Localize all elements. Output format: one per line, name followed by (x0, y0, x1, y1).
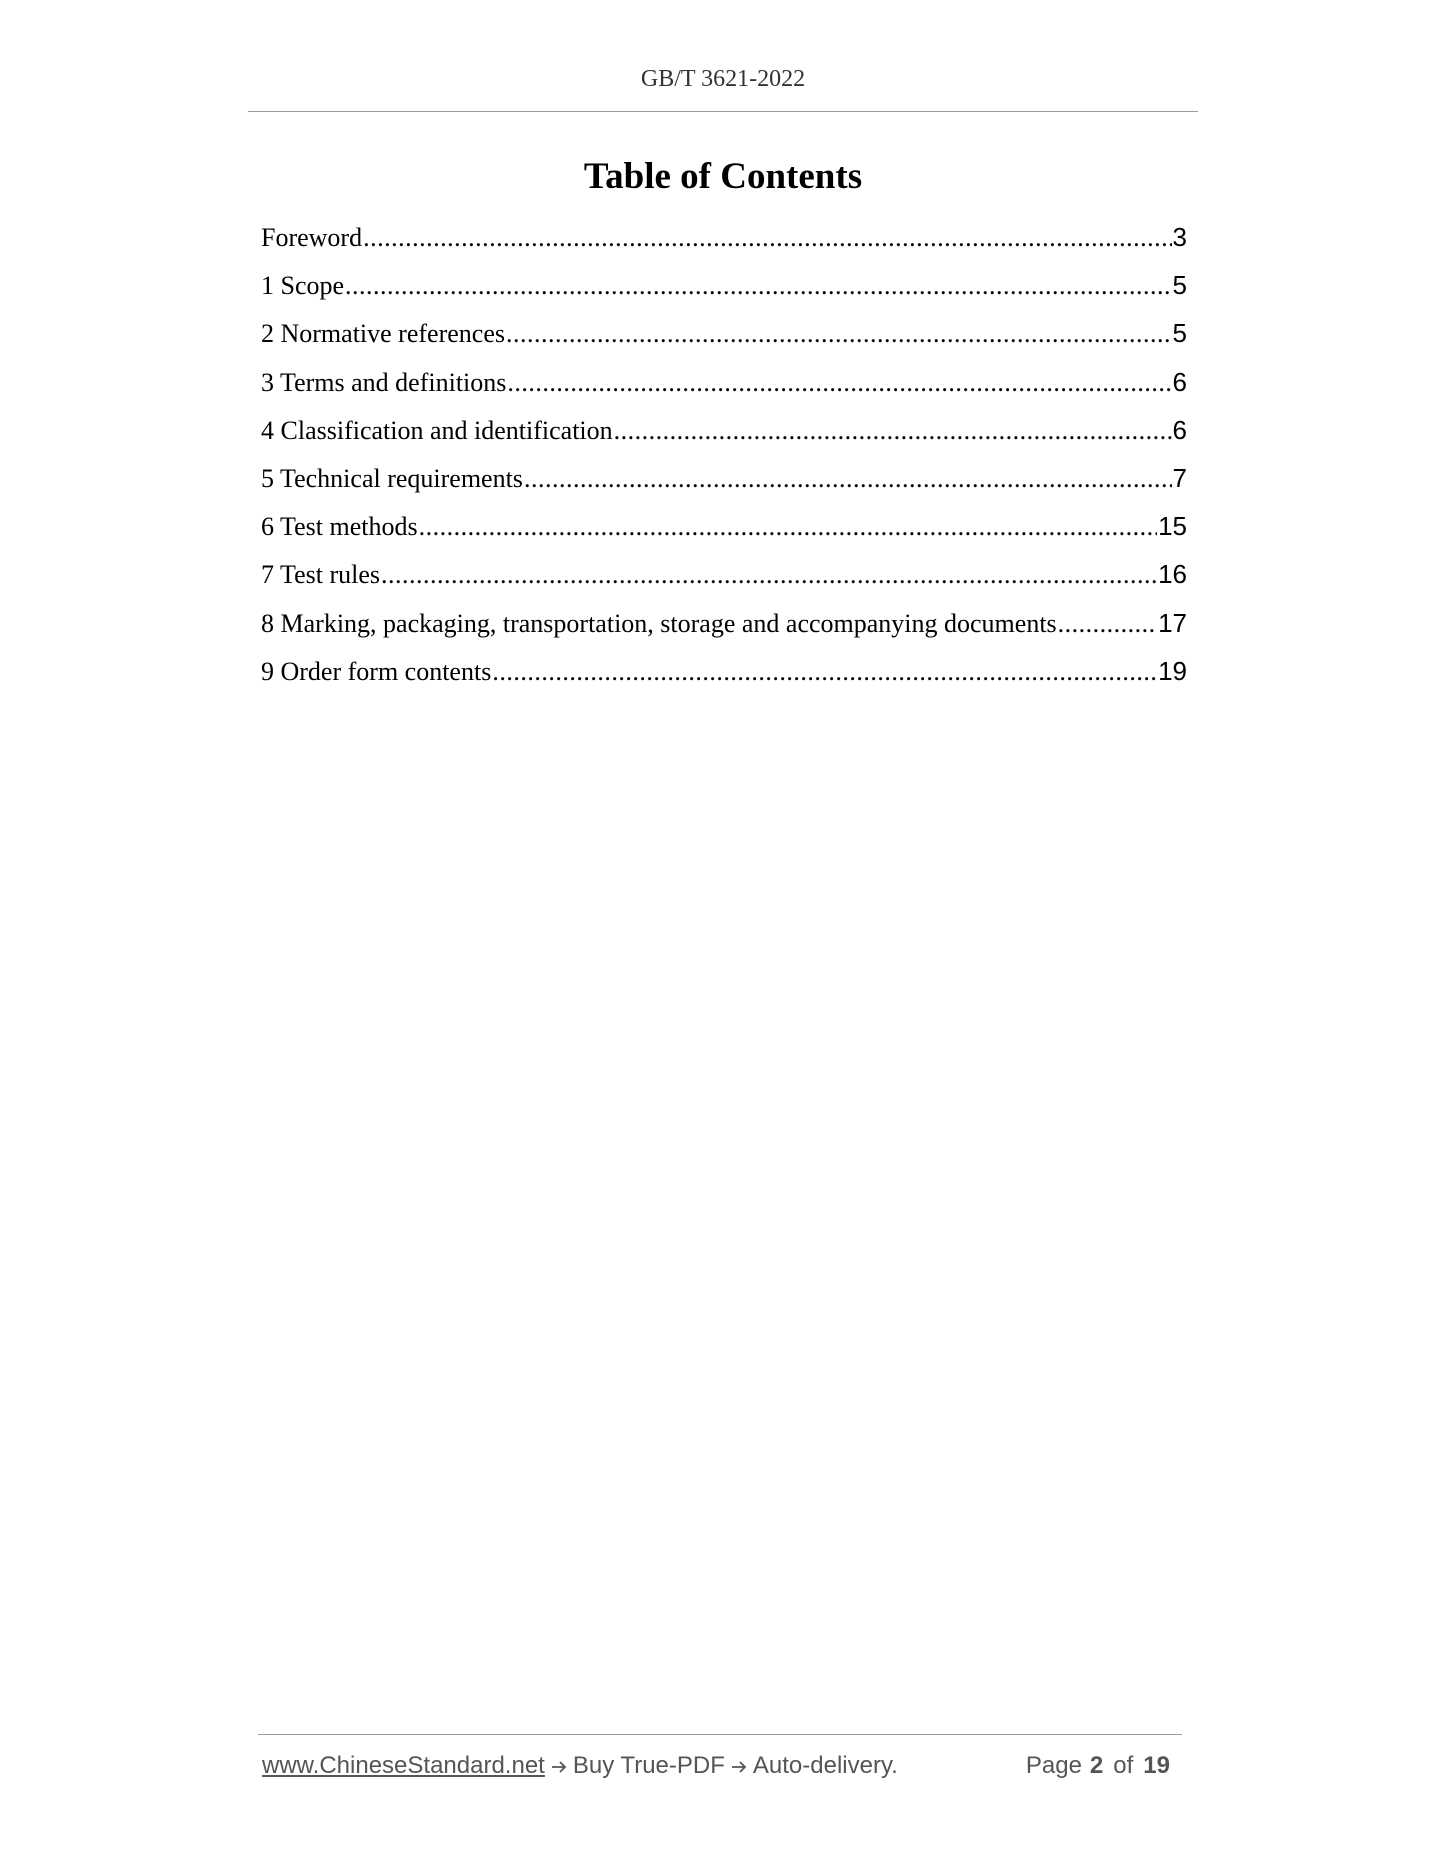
toc-entry-page: 15 (1158, 511, 1187, 542)
dot-leader (363, 223, 1171, 253)
toc-entry-label: Foreword (261, 223, 363, 252)
dot-leader (345, 271, 1171, 301)
toc-entry-label: 1 Scope (261, 271, 345, 301)
toc-entry-marking-packaging[interactable] (261, 608, 1187, 656)
footer-promo (262, 1752, 898, 1780)
toc-entry-page: 3 (1172, 222, 1187, 252)
total-pages-number: 19 (1143, 1752, 1170, 1779)
buy-step-label: Buy True-PDF (572, 1752, 725, 1779)
toc-entry-label: 6 Test methods (261, 512, 418, 542)
toc-entry-page: 7 (1172, 462, 1187, 493)
dot-leader (614, 416, 1172, 446)
toc-entry-label: 2 Normative references (261, 319, 505, 349)
toc-entry-terms-and-definitions[interactable] (261, 367, 1187, 415)
toc-entry-page: 6 (1172, 366, 1187, 397)
toc-entry-label: 4 Classification and identification (261, 415, 613, 445)
right-arrow-icon (551, 1752, 567, 1780)
page-number (1026, 1752, 1178, 1780)
toc-entry-label: 8 Marking, packaging, transportation, storage and accompanying documents (261, 608, 1057, 638)
toc-entry-normative-references[interactable] (261, 318, 1187, 366)
running-header: GB/T 3621-2022 (640, 66, 806, 92)
header-divider (248, 111, 1198, 112)
dot-leader (492, 657, 1157, 687)
toc-entry-technical-requirements[interactable] (261, 463, 1187, 511)
toc-entry-label: 5 Technical requirements (261, 463, 523, 493)
toc-title: Table of Contents (583, 156, 863, 197)
toc-entry-label: 3 Terms and definitions (261, 367, 507, 397)
toc-entry-classification[interactable] (261, 415, 1187, 463)
current-page-number: 2 (1089, 1752, 1104, 1779)
toc-entry-order-form-contents[interactable] (261, 656, 1187, 704)
page-word: Page (1025, 1752, 1082, 1779)
dot-leader (507, 368, 1171, 398)
right-arrow-icon (731, 1752, 747, 1780)
dot-leader (1058, 609, 1157, 639)
toc-entry-foreword[interactable] (261, 222, 1187, 270)
toc-entry-page: 16 (1158, 559, 1187, 590)
toc-entry-scope[interactable] (261, 270, 1187, 318)
toc-entry-label: 7 Test rules (261, 560, 381, 590)
toc-entry-test-methods[interactable] (261, 511, 1187, 559)
delivery-step-label: Auto-delivery. (752, 1752, 898, 1779)
footer-divider (258, 1734, 1182, 1735)
toc-entry-page: 5 (1172, 318, 1187, 349)
toc-entry-page: 19 (1158, 655, 1187, 686)
toc-list (261, 222, 1187, 704)
toc-entry-test-rules[interactable] (261, 559, 1187, 607)
dot-leader (381, 560, 1157, 590)
toc-entry-page: 17 (1158, 607, 1187, 638)
toc-entry-label: 9 Order form contents (261, 656, 492, 686)
of-word: of (1113, 1752, 1134, 1779)
dot-leader (524, 464, 1172, 494)
toc-entry-page: 6 (1172, 414, 1187, 445)
website-link[interactable]: www.ChineseStandard.net (262, 1752, 545, 1779)
dot-leader (419, 512, 1157, 542)
toc-entry-page: 5 (1172, 270, 1187, 301)
dot-leader (506, 319, 1172, 349)
